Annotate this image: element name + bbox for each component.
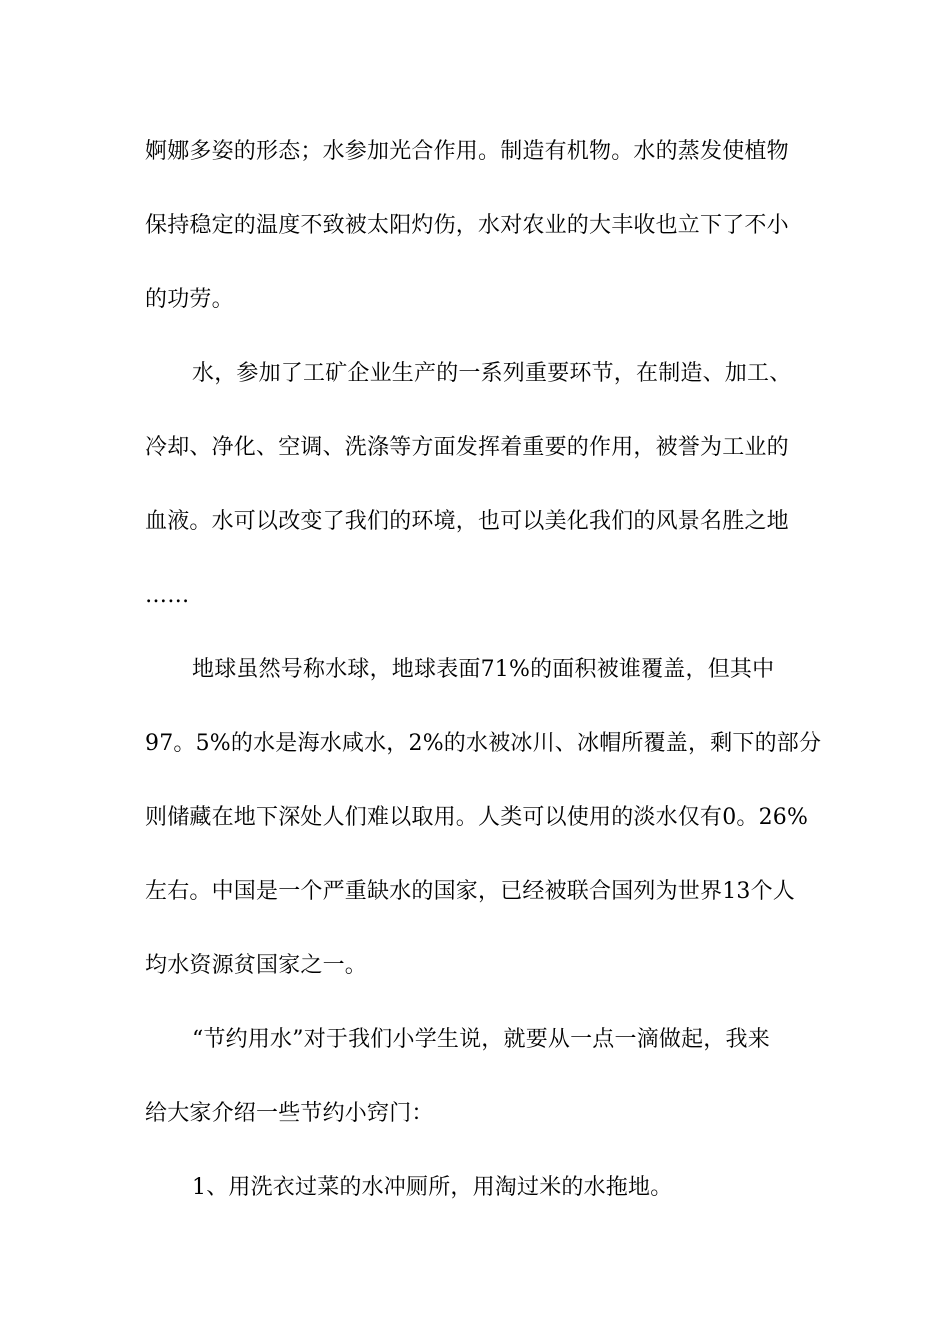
text-line-9: 97。5%的水是海水咸水，2%的水被冰川、冰帽所覆盖，剩下的部分	[145, 731, 822, 756]
text-line-7: ……	[145, 583, 190, 608]
text-line-6: 血液。水可以改变了我们的环境，也可以美化我们的风景名胜之地	[145, 509, 789, 534]
text-line-8: 地球虽然号称水球，地球表面71%的面积被谁覆盖，但其中	[192, 657, 775, 682]
text-line-5: 冷却、净化、空调、洗涤等方面发挥着重要的作用，被誉为工业的	[145, 435, 789, 460]
text-line-14: 给大家介绍一些节约小窍门：	[145, 1101, 434, 1126]
text-line-4: 水，参加了工矿企业生产的一系列重要环节，在制造、加工、	[192, 361, 792, 386]
text-line-15: 1、用洗衣过菜的水冲厕所，用淘过米的水拖地。	[192, 1175, 673, 1200]
text-line-13: “节约用水”对于我们小学生说，就要从一点一滴做起，我来	[192, 1027, 770, 1052]
text-line-1: 婀娜多姿的形态；水参加光合作用。制造有机物。水的蒸发使植物	[145, 139, 789, 164]
text-line-10: 则储藏在地下深处人们难以取用。人类可以使用的淡水仅有0。26%	[145, 805, 809, 830]
text-line-2: 保持稳定的温度不致被太阳灼伤，水对农业的大丰收也立下了不小	[145, 213, 789, 238]
text-line-12: 均水资源贫国家之一。	[145, 953, 368, 978]
text-line-11: 左右。中国是一个严重缺水的国家，已经被联合国列为世界13个人	[145, 879, 795, 904]
text-line-3: 的功劳。	[145, 287, 234, 312]
